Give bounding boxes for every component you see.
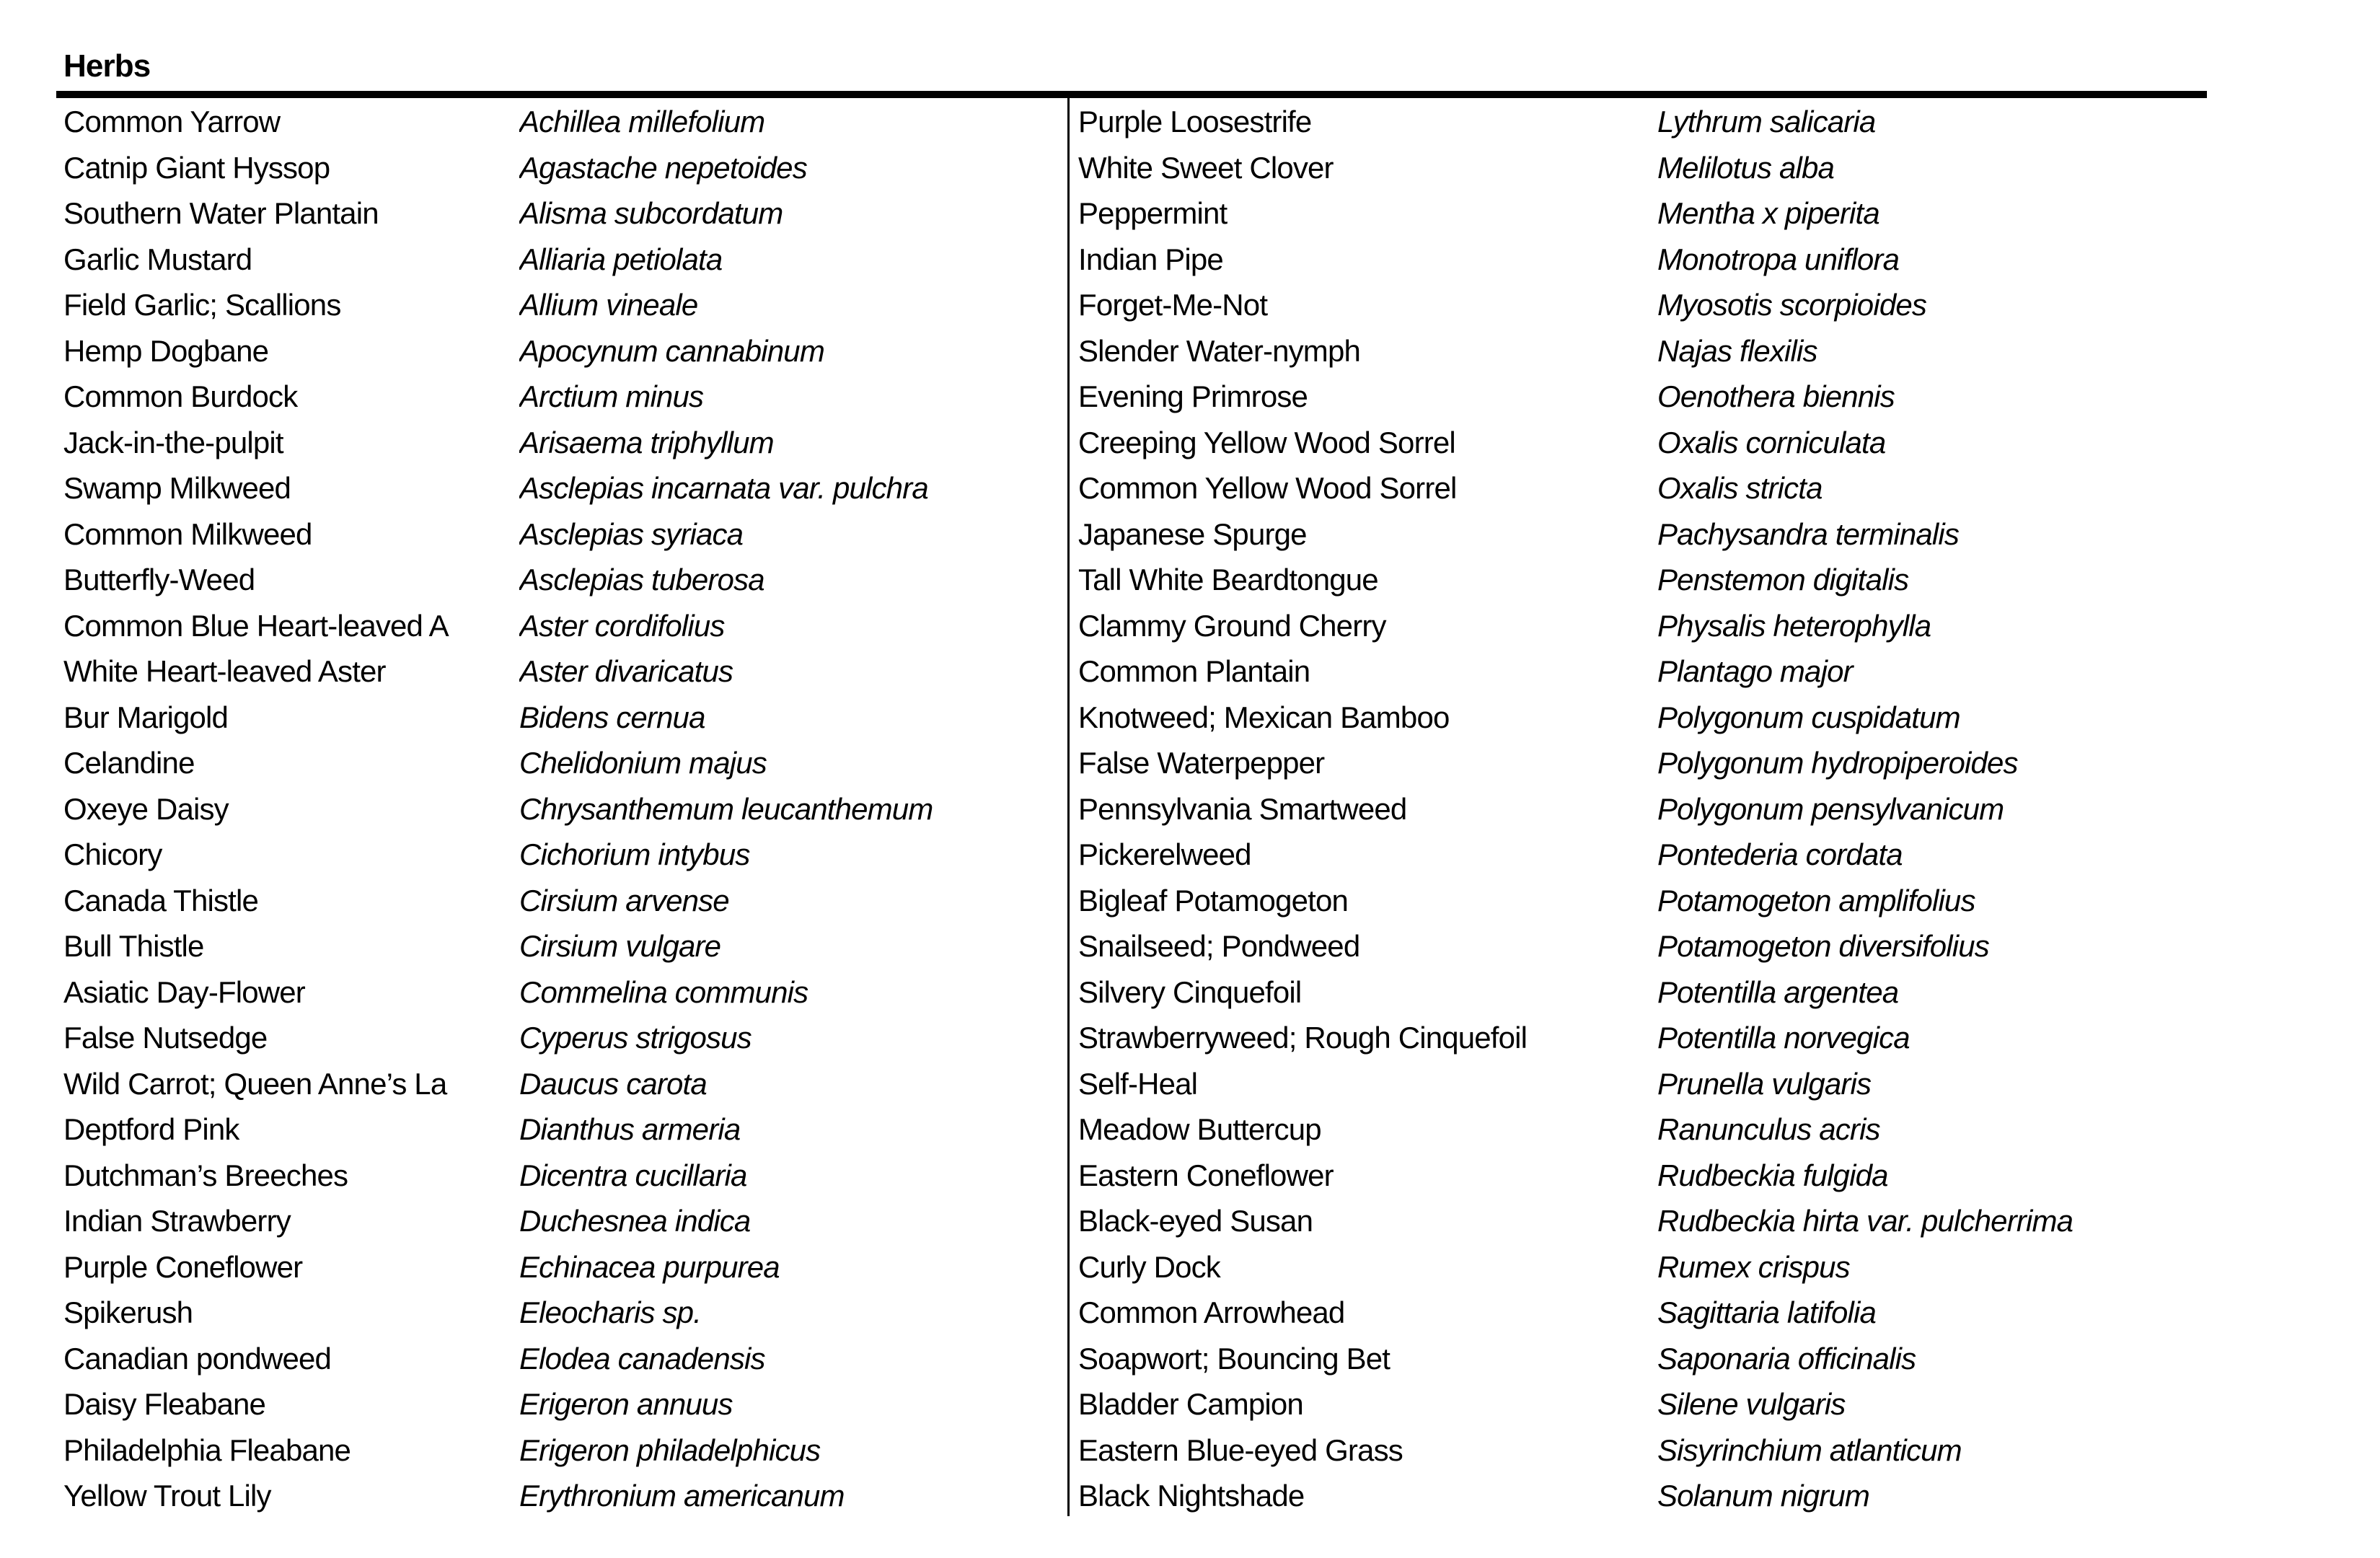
common-name-cell: Purple Coneflower bbox=[63, 1249, 303, 1284]
common-name-cell: Common Plantain bbox=[1078, 654, 1310, 688]
table-row bbox=[63, 1153, 1065, 1199]
common-name-cell: Clammy Ground Cherry bbox=[1078, 608, 1386, 643]
table-row bbox=[63, 190, 1065, 237]
common-name-cell: Purple Loosestrife bbox=[1078, 105, 1312, 138]
latin-name-cell: Arisaema triphyllum bbox=[519, 425, 774, 459]
common-name-cell: Common Milkweed bbox=[63, 516, 312, 551]
common-name-cell: Common Blue Heart-leaved A bbox=[63, 608, 449, 643]
common-name-cell: False Waterpepper bbox=[1078, 746, 1325, 780]
latin-name-cell: Chelidonium majus bbox=[519, 746, 767, 780]
table-row bbox=[1078, 878, 2308, 924]
common-name-cell: Asiatic Day-Flower bbox=[63, 974, 305, 1009]
latin-name-cell: Asclepias incarnata var. pulchra bbox=[519, 471, 928, 505]
left-column bbox=[63, 99, 1065, 1519]
common-name-cell: Common Burdock bbox=[63, 379, 298, 413]
latin-name-cell: Allium vineale bbox=[519, 288, 698, 322]
latin-name-cell: Potentilla argentea bbox=[1657, 974, 1899, 1009]
common-name-cell: Black Nightshade bbox=[1078, 1479, 1305, 1513]
table-row bbox=[1078, 923, 2308, 969]
common-name-cell: Pickerelweed bbox=[1078, 837, 1251, 871]
latin-name-cell: Potamogeton diversifolius bbox=[1657, 929, 1989, 963]
table-row bbox=[1078, 832, 2308, 878]
latin-name-cell: Bidens cernua bbox=[519, 700, 705, 734]
table-row bbox=[1078, 648, 2308, 695]
latin-name-cell: Achillea millefolium bbox=[519, 105, 765, 138]
table-row bbox=[63, 878, 1065, 924]
common-name-cell: Hemp Dogbane bbox=[63, 333, 269, 368]
table-row bbox=[1078, 1336, 2308, 1382]
common-name-cell: Yellow Trout Lily bbox=[63, 1479, 271, 1513]
table-row bbox=[1078, 282, 2308, 328]
common-name-cell: Bull Thistle bbox=[63, 929, 204, 963]
table-row bbox=[1078, 1015, 2308, 1061]
table-row bbox=[1078, 1106, 2308, 1153]
common-name-cell: Peppermint bbox=[1078, 196, 1228, 230]
table-row bbox=[1078, 1153, 2308, 1199]
latin-name-cell: Daucus carota bbox=[519, 1066, 707, 1101]
table-row bbox=[63, 1290, 1065, 1336]
latin-name-cell: Cirsium vulgare bbox=[519, 929, 721, 963]
table-row bbox=[1078, 328, 2308, 374]
latin-name-cell: Prunella vulgaris bbox=[1657, 1066, 1872, 1101]
common-name-cell: Eastern Blue-eyed Grass bbox=[1078, 1432, 1403, 1467]
common-name-cell: Dutchman’s Breeches bbox=[63, 1158, 348, 1192]
latin-name-cell: Erythronium americanum bbox=[519, 1479, 845, 1513]
common-name-cell: Butterfly-Weed bbox=[63, 563, 255, 597]
table-row bbox=[63, 832, 1065, 878]
table-row bbox=[1078, 465, 2308, 511]
table-row bbox=[1078, 511, 2308, 558]
table-row bbox=[63, 99, 1065, 145]
table-row bbox=[1078, 1427, 2308, 1474]
table-row bbox=[63, 1061, 1065, 1107]
table-row bbox=[63, 465, 1065, 511]
latin-name-cell: Polygonum hydropiperoides bbox=[1657, 746, 2018, 780]
latin-name-cell: Melilotus alba bbox=[1657, 150, 1835, 185]
latin-name-cell: Alisma subcordatum bbox=[519, 196, 783, 230]
common-name-cell: White Sweet Clover bbox=[1078, 150, 1334, 185]
latin-name-cell: Najas flexilis bbox=[1657, 333, 1817, 368]
latin-name-cell: Echinacea purpurea bbox=[519, 1249, 780, 1284]
table-row bbox=[63, 1106, 1065, 1153]
latin-name-cell: Ranunculus acris bbox=[1657, 1112, 1880, 1146]
table-row bbox=[63, 328, 1065, 374]
common-name-cell: Jack-in-the-pulpit bbox=[63, 425, 283, 459]
common-name-cell: Common Arrowhead bbox=[1078, 1295, 1345, 1329]
common-name-cell: Spikerush bbox=[63, 1295, 193, 1329]
common-name-cell: Meadow Buttercup bbox=[1078, 1112, 1321, 1146]
latin-name-cell: Lythrum salicaria bbox=[1657, 105, 1876, 138]
latin-name-cell: Aster cordifolius bbox=[519, 608, 725, 643]
table-row bbox=[1078, 740, 2308, 786]
common-name-cell: Curly Dock bbox=[1078, 1249, 1220, 1284]
common-name-cell: Japanese Spurge bbox=[1078, 516, 1307, 551]
table-row bbox=[63, 1336, 1065, 1382]
common-name-cell: Snailseed; Pondweed bbox=[1078, 929, 1360, 963]
table-row bbox=[63, 1244, 1065, 1290]
table-row bbox=[63, 1015, 1065, 1061]
latin-name-cell: Rumex crispus bbox=[1657, 1249, 1850, 1284]
common-name-cell: Forget-Me-Not bbox=[1078, 288, 1268, 322]
latin-name-cell: Plantago major bbox=[1657, 654, 1853, 688]
table-row bbox=[1078, 420, 2308, 466]
latin-name-cell: Solanum nigrum bbox=[1657, 1479, 1870, 1513]
latin-name-cell: Oxalis stricta bbox=[1657, 471, 1823, 505]
latin-name-cell: Erigeron annuus bbox=[519, 1387, 733, 1421]
latin-name-cell: Asclepias syriaca bbox=[519, 516, 744, 551]
latin-name-cell: Agastache nepetoides bbox=[519, 150, 807, 185]
latin-name-cell: Monotropa uniflora bbox=[1657, 242, 1900, 276]
common-name-cell: Bur Marigold bbox=[63, 700, 229, 734]
common-name-cell: Southern Water Plantain bbox=[63, 196, 379, 230]
latin-name-cell: Myosotis scorpioides bbox=[1657, 288, 1927, 322]
common-name-cell: Indian Pipe bbox=[1078, 242, 1223, 276]
common-name-cell: Slender Water-nymph bbox=[1078, 333, 1360, 368]
latin-name-cell: Chrysanthemum leucanthemum bbox=[519, 791, 933, 826]
table-row bbox=[63, 1198, 1065, 1244]
table-row bbox=[1078, 374, 2308, 420]
right-column bbox=[1078, 99, 2308, 1519]
common-name-cell: Black-eyed Susan bbox=[1078, 1204, 1313, 1238]
latin-name-cell: Penstemon digitalis bbox=[1657, 563, 1909, 597]
header-rule bbox=[56, 91, 2207, 98]
table-row bbox=[63, 603, 1065, 649]
common-name-cell: Wild Carrot; Queen Anne’s La bbox=[63, 1066, 447, 1101]
latin-name-cell: Pachysandra terminalis bbox=[1657, 516, 1960, 551]
table-row bbox=[1078, 237, 2308, 283]
latin-name-cell: Oxalis corniculata bbox=[1657, 425, 1886, 459]
latin-name-cell: Silene vulgaris bbox=[1657, 1387, 1846, 1421]
table-row bbox=[63, 1381, 1065, 1427]
table-row bbox=[63, 786, 1065, 832]
table-row bbox=[63, 145, 1065, 191]
latin-name-cell: Arctium minus bbox=[519, 379, 704, 413]
table-row bbox=[63, 237, 1065, 283]
latin-name-cell: Rudbeckia hirta var. pulcherrima bbox=[1657, 1204, 2073, 1238]
common-name-cell: Silvery Cinquefoil bbox=[1078, 974, 1302, 1009]
table-row bbox=[1078, 190, 2308, 237]
common-name-cell: Eastern Coneflower bbox=[1078, 1158, 1334, 1192]
common-name-cell: Soapwort; Bouncing Bet bbox=[1078, 1341, 1390, 1376]
latin-name-cell: Cichorium intybus bbox=[519, 837, 750, 871]
common-name-cell: Common Yarrow bbox=[63, 105, 281, 138]
latin-name-cell: Cyperus strigosus bbox=[519, 1021, 752, 1055]
common-name-cell: Celandine bbox=[63, 746, 195, 780]
table-row bbox=[1078, 603, 2308, 649]
table-row bbox=[63, 557, 1065, 603]
common-name-cell: Tall White Beardtongue bbox=[1078, 563, 1378, 597]
common-name-cell: Knotweed; Mexican Bamboo bbox=[1078, 700, 1450, 734]
common-name-cell: Creeping Yellow Wood Sorrel bbox=[1078, 425, 1455, 459]
latin-name-cell: Saponaria officinalis bbox=[1657, 1341, 1916, 1376]
latin-name-cell: Eleocharis sp. bbox=[519, 1295, 702, 1329]
page-title: Herbs bbox=[63, 48, 151, 84]
latin-name-cell: Rudbeckia fulgida bbox=[1657, 1158, 1888, 1192]
common-name-cell: Catnip Giant Hyssop bbox=[63, 150, 330, 185]
common-name-cell: Common Yellow Wood Sorrel bbox=[1078, 471, 1457, 505]
common-name-cell: Garlic Mustard bbox=[63, 242, 252, 276]
table-row bbox=[1078, 786, 2308, 832]
table-row bbox=[1078, 1244, 2308, 1290]
table-row bbox=[63, 282, 1065, 328]
latin-name-cell: Dicentra cucillaria bbox=[519, 1158, 747, 1192]
table-row bbox=[1078, 1381, 2308, 1427]
table-row bbox=[1078, 1290, 2308, 1336]
latin-name-cell: Alliaria petiolata bbox=[519, 242, 723, 276]
common-name-cell: Bladder Campion bbox=[1078, 1387, 1303, 1421]
latin-name-cell: Polygonum pensylvanicum bbox=[1657, 791, 2004, 826]
common-name-cell: Daisy Fleabane bbox=[63, 1387, 266, 1421]
latin-name-cell: Aster divaricatus bbox=[519, 654, 733, 688]
table-row bbox=[1078, 695, 2308, 741]
table-row bbox=[63, 1473, 1065, 1519]
common-name-cell: Canadian pondweed bbox=[63, 1341, 332, 1376]
table-row bbox=[1078, 557, 2308, 603]
latin-name-cell: Dianthus armeria bbox=[519, 1112, 741, 1146]
common-name-cell: Philadelphia Fleabane bbox=[63, 1432, 351, 1467]
common-name-cell: Field Garlic; Scallions bbox=[63, 288, 341, 322]
latin-name-cell: Physalis heterophylla bbox=[1657, 608, 1931, 643]
table-row bbox=[1078, 99, 2308, 145]
latin-name-cell: Potamogeton amplifolius bbox=[1657, 883, 1975, 917]
table-row bbox=[63, 695, 1065, 741]
latin-name-cell: Sisyrinchium atlanticum bbox=[1657, 1432, 1962, 1467]
common-name-cell: Pennsylvania Smartweed bbox=[1078, 791, 1407, 826]
latin-name-cell: Duchesnea indica bbox=[519, 1204, 751, 1238]
latin-name-cell: Oenothera biennis bbox=[1657, 379, 1895, 413]
common-name-cell: Bigleaf Potamogeton bbox=[1078, 883, 1348, 917]
common-name-cell: Chicory bbox=[63, 837, 162, 871]
latin-name-cell: Apocynum cannabinum bbox=[519, 333, 824, 368]
table-row bbox=[63, 648, 1065, 695]
table-row bbox=[1078, 1473, 2308, 1519]
common-name-cell: Strawberryweed; Rough Cinquefoil bbox=[1078, 1021, 1528, 1055]
table-row bbox=[63, 1427, 1065, 1474]
latin-name-cell: Asclepias tuberosa bbox=[519, 563, 764, 597]
table-row bbox=[63, 969, 1065, 1016]
common-name-cell: Evening Primrose bbox=[1078, 379, 1308, 413]
common-name-cell: Canada Thistle bbox=[63, 883, 258, 917]
table-row bbox=[63, 511, 1065, 558]
table-row bbox=[1078, 969, 2308, 1016]
common-name-cell: Deptford Pink bbox=[63, 1112, 239, 1146]
column-divider bbox=[1067, 98, 1070, 1516]
table-row bbox=[1078, 145, 2308, 191]
common-name-cell: Indian Strawberry bbox=[63, 1204, 291, 1238]
common-name-cell: White Heart-leaved Aster bbox=[63, 654, 386, 688]
table-row bbox=[63, 740, 1065, 786]
table-row bbox=[1078, 1198, 2308, 1244]
common-name-cell: Oxeye Daisy bbox=[63, 791, 229, 826]
latin-name-cell: Sagittaria latifolia bbox=[1657, 1295, 1877, 1329]
latin-name-cell: Polygonum cuspidatum bbox=[1657, 700, 1960, 734]
latin-name-cell: Erigeron philadelphicus bbox=[519, 1432, 821, 1467]
latin-name-cell: Mentha x piperita bbox=[1657, 196, 1879, 230]
latin-name-cell: Cirsium arvense bbox=[519, 883, 729, 917]
common-name-cell: False Nutsedge bbox=[63, 1021, 268, 1055]
table-row bbox=[63, 923, 1065, 969]
common-name-cell: Swamp Milkweed bbox=[63, 471, 291, 505]
table-row bbox=[63, 374, 1065, 420]
common-name-cell: Self-Heal bbox=[1078, 1066, 1198, 1101]
table-row bbox=[63, 420, 1065, 466]
latin-name-cell: Potentilla norvegica bbox=[1657, 1021, 1910, 1055]
latin-name-cell: Commelina communis bbox=[519, 974, 808, 1009]
table-row bbox=[1078, 1061, 2308, 1107]
latin-name-cell: Elodea canadensis bbox=[519, 1341, 765, 1376]
latin-name-cell: Pontederia cordata bbox=[1657, 837, 1903, 871]
